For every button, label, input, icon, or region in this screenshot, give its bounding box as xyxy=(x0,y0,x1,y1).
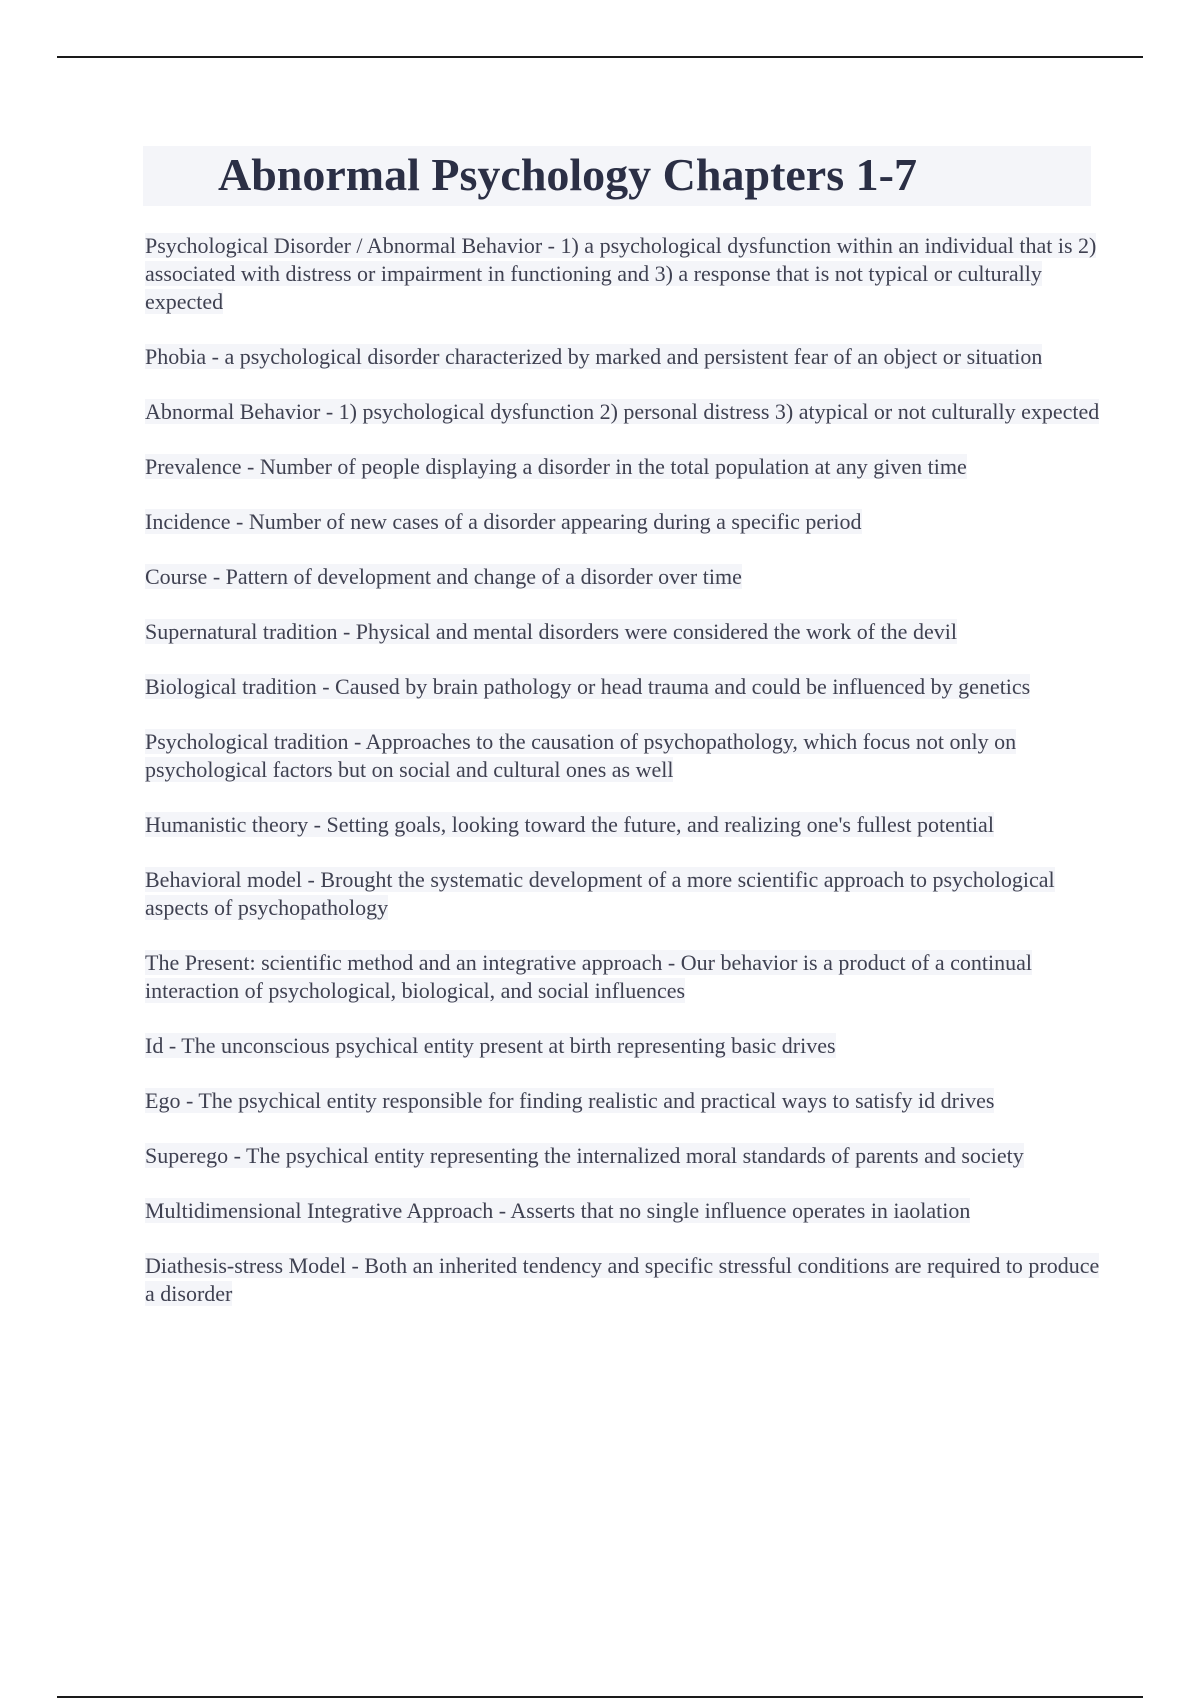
term-entry-text: The Present: scientific method and an integrative approach - Our behavior is a product of a continual interaction of psychological, biological, and social influences xyxy=(145,950,1033,1003)
term-entry-text: Diathesis-stress Model - Both an inherited tendency and specific stressful conditions are required to produce a disorder xyxy=(145,1253,1100,1306)
term-entry-text: Behavioral model - Brought the systematic development of a more scientific approach to psychological aspects of psychopathology xyxy=(145,867,1055,920)
term-entry-text: Ego - The psychical entity responsible for finding realistic and practical ways to satisfy id drives xyxy=(145,1088,995,1113)
term-entry-text: Abnormal Behavior - 1) psychological dysfunction 2) personal distress 3) atypical or not culturally expected xyxy=(145,399,1100,424)
term-entry-text: Supernatural tradition - Physical and mental disorders were considered the work of the devil xyxy=(145,619,957,644)
term-entry xyxy=(145,343,1105,371)
term-entry xyxy=(145,508,1105,536)
term-entry xyxy=(145,673,1105,701)
term-entry-text: Humanistic theory - Setting goals, looking toward the future, and realizing one's fullest potential xyxy=(145,812,994,837)
term-entry xyxy=(145,1032,1105,1060)
term-entry xyxy=(145,618,1105,646)
document-title: Abnormal Psychology Chapters 1-7 xyxy=(218,149,917,200)
term-entry-text: Biological tradition - Caused by brain pathology or head trauma and could be influenced by genetics xyxy=(145,674,1031,699)
term-list xyxy=(145,232,1105,1335)
term-entry-text: Psychological Disorder / Abnormal Behavior - 1) a psychological dysfunction within an individual that is 2) associated with distress or impairment in functioning and 3) a response that is not typical or culturally expected xyxy=(145,233,1097,314)
term-entry-text: Course - Pattern of development and change of a disorder over time xyxy=(145,564,742,589)
term-entry-text: Prevalence - Number of people displaying a disorder in the total population at any given time xyxy=(145,454,967,479)
top-rule xyxy=(57,56,1143,58)
term-entry xyxy=(145,811,1105,839)
term-entry xyxy=(145,232,1105,316)
term-entry-text: Id - The unconscious psychical entity present at birth representing basic drives xyxy=(145,1033,836,1058)
term-entry-text: Phobia - a psychological disorder characterized by marked and persistent fear of an object or situation xyxy=(145,344,1043,369)
term-entry xyxy=(145,398,1105,426)
term-entry xyxy=(145,563,1105,591)
term-entry-text: Incidence - Number of new cases of a disorder appearing during a specific period xyxy=(145,509,862,534)
term-entry-text: Superego - The psychical entity representing the internalized moral standards of parents and society xyxy=(145,1143,1024,1168)
term-entry xyxy=(145,1142,1105,1170)
term-entry xyxy=(145,1197,1105,1225)
term-entry xyxy=(145,1087,1105,1115)
term-entry-text: Multidimensional Integrative Approach - Asserts that no single influence operates in iaolation xyxy=(145,1198,971,1223)
term-entry xyxy=(145,453,1105,481)
term-entry xyxy=(145,1252,1105,1308)
term-entry xyxy=(145,949,1105,1005)
bottom-rule xyxy=(57,1696,1143,1698)
term-entry xyxy=(145,866,1105,922)
term-entry xyxy=(145,728,1105,784)
term-entry-text: Psychological tradition - Approaches to the causation of psychopathology, which focus not only on psychological factors but on social and cultural ones as well xyxy=(145,729,1017,782)
